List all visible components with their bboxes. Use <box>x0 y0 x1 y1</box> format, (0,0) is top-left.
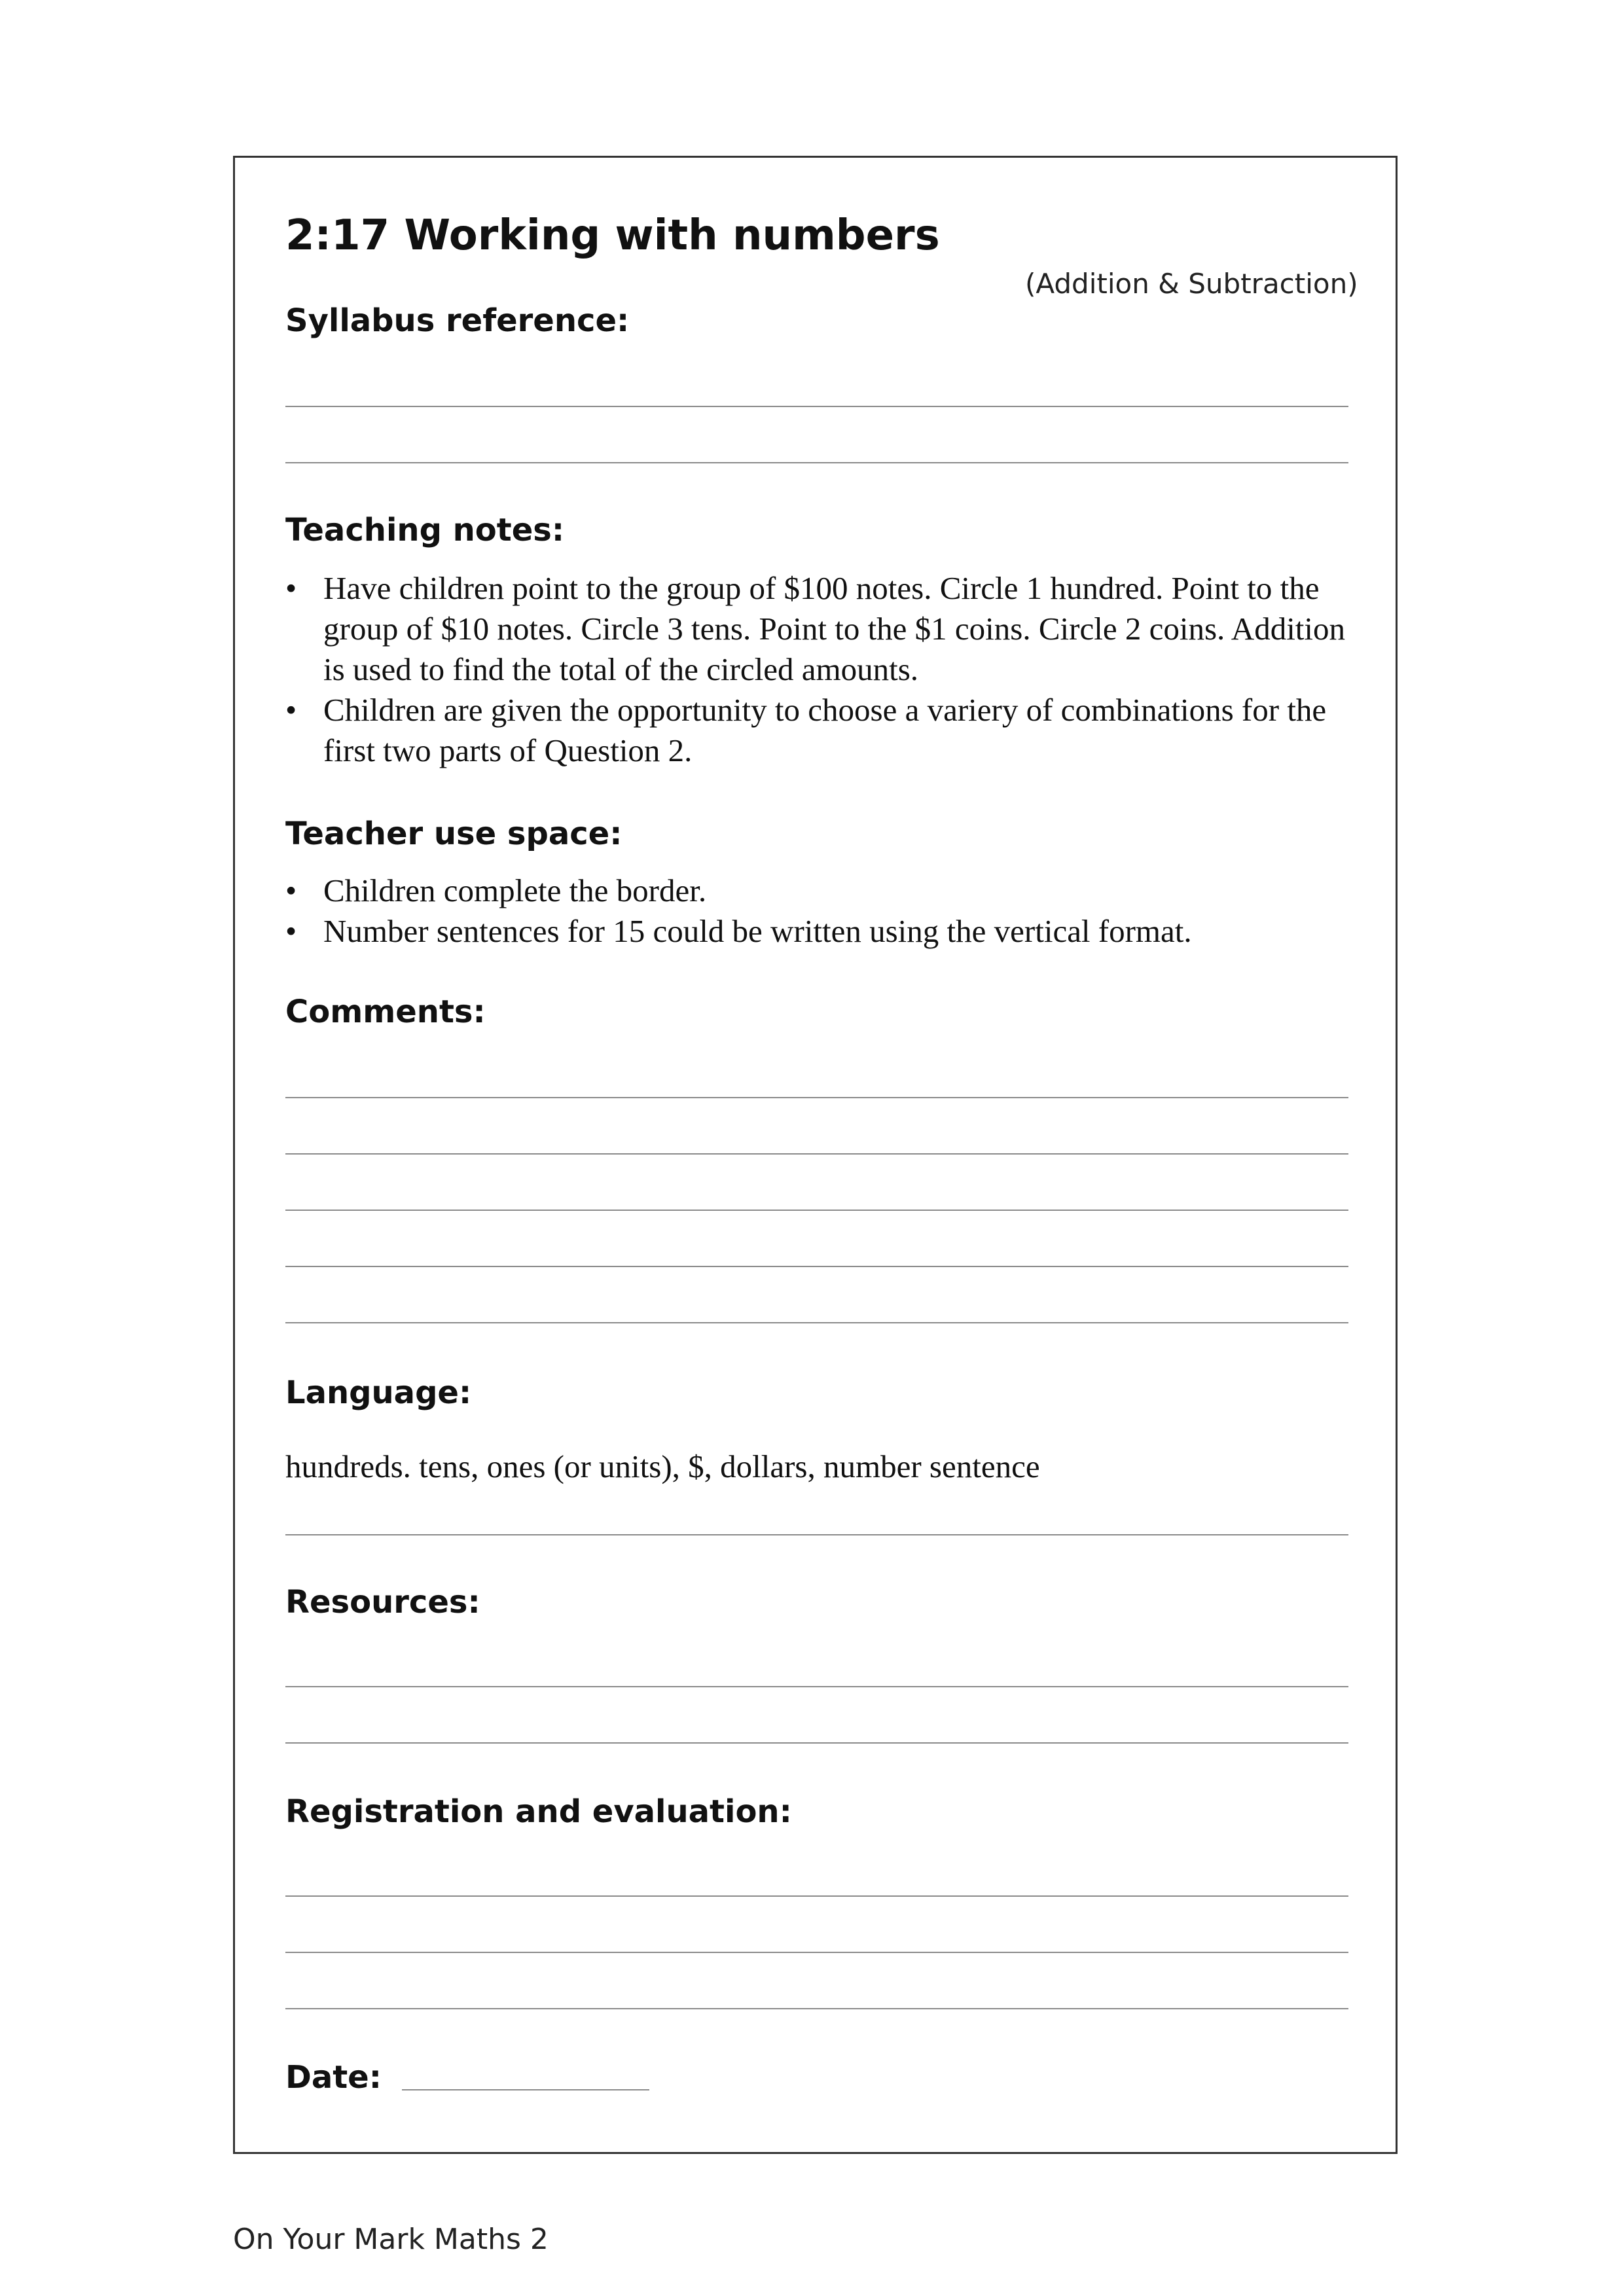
registration-line-3 <box>285 2008 1348 2009</box>
resources-heading: Resources: <box>285 1584 480 1621</box>
comments-line-3 <box>285 1210 1348 1211</box>
bullet-icon: • <box>285 872 297 908</box>
list-item: • Have children point to the group of $100 notes. Circle 1 hundred. Point to the group of $10 notes. Circle 3 tens. Point to the $1 coins. Circle 2 coins. Addition is used to find the total of the circled amounts. <box>285 568 1359 690</box>
registration-line-1 <box>285 1895 1348 1897</box>
syllabus-line-2 <box>285 462 1348 463</box>
list-item: • Number sentences for 15 could be written using the vertical format. <box>285 911 1359 952</box>
resources-line-1 <box>285 1686 1348 1687</box>
language-text: hundreds. tens, ones (or units), $, dollars, number sentence <box>285 1448 1040 1484</box>
syllabus-heading: Syllabus reference: <box>285 302 630 339</box>
list-item: • Children complete the border. <box>285 870 1359 911</box>
comments-line-2 <box>285 1153 1348 1155</box>
page-frame <box>233 156 1398 2154</box>
date-label: Date: <box>285 2059 382 2096</box>
language-heading: Language: <box>285 1374 472 1411</box>
comments-line-5 <box>285 1322 1348 1323</box>
registration-line-2 <box>285 1952 1348 1953</box>
teaching-notes-list <box>285 568 1359 771</box>
page-footer: On Your Mark Maths 2 <box>233 2223 549 2256</box>
bullet-icon: • <box>285 692 297 728</box>
language-line <box>285 1534 1348 1535</box>
bullet-icon: • <box>285 913 297 949</box>
page-title: 2:17 Working with numbers <box>285 211 940 260</box>
comments-heading: Comments: <box>285 994 486 1030</box>
comments-line-1 <box>285 1097 1348 1098</box>
syllabus-line-1 <box>285 406 1348 407</box>
teaching-notes-heading: Teaching notes: <box>285 512 565 548</box>
resources-line-2 <box>285 1742 1348 1744</box>
bullet-icon: • <box>285 570 297 606</box>
date-line <box>402 2089 649 2090</box>
teacher-use-heading: Teacher use space: <box>285 816 623 852</box>
registration-heading: Registration and evaluation: <box>285 1793 792 1830</box>
comments-line-4 <box>285 1266 1348 1267</box>
list-item: • Children are given the opportunity to choose a variery of combinations for the first two parts of Question 2. <box>285 690 1359 771</box>
page-subtitle: (Addition & Subtraction) <box>1025 268 1358 300</box>
teacher-use-list <box>285 870 1359 952</box>
